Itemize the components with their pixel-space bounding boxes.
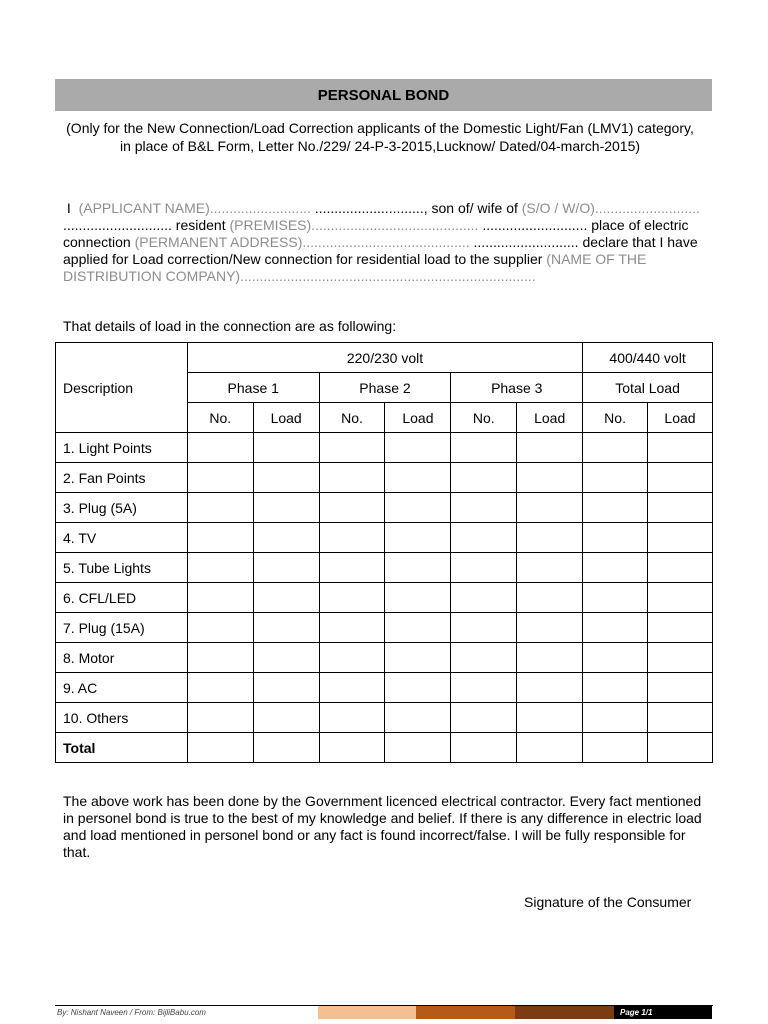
entry-cell[interactable] (187, 463, 253, 493)
entry-cell[interactable] (253, 463, 319, 493)
phase1-header: Phase 1 (187, 373, 319, 403)
entry-cell[interactable] (517, 523, 583, 553)
row-label: 5. Tube Lights (56, 553, 188, 583)
consumer-signature-label: Signature of the Consumer (524, 894, 692, 910)
no-header: No. (319, 403, 385, 433)
entry-cell[interactable] (583, 523, 648, 553)
details-text: That details of load in the connection are as following: (63, 318, 397, 334)
entry-cell[interactable] (253, 523, 319, 553)
entry-cell[interactable] (319, 673, 385, 703)
entry-cell[interactable] (648, 463, 713, 493)
entry-cell[interactable] (451, 583, 517, 613)
entry-cell[interactable] (385, 643, 451, 673)
no-header: No. (583, 403, 648, 433)
entry-cell[interactable] (517, 673, 583, 703)
load-table (55, 342, 713, 763)
entry-cell[interactable] (451, 643, 517, 673)
entry-cell[interactable] (319, 643, 385, 673)
entry-cell[interactable] (517, 553, 583, 583)
entry-cell[interactable] (319, 613, 385, 643)
entry-cell[interactable] (451, 613, 517, 643)
entry-cell[interactable] (648, 553, 713, 583)
table-row (56, 583, 713, 613)
entry-cell[interactable] (583, 613, 648, 643)
premises-field: (PREMISES)........................................... (229, 217, 479, 233)
footer-credit: By: Nishant Naveen / From: BijliBabu.com (57, 1008, 206, 1017)
subtitle: (Only for the New Connection/Load Correction applicants of the Domestic Light/Fan (LMV1) category, in place of B&L Form, Letter No./229/ 24-P-3-2015,Lucknow/ Dated/04-march-2015) (66, 120, 694, 154)
entry-cell[interactable] (319, 463, 385, 493)
entry-cell[interactable] (648, 703, 713, 733)
entry-cell[interactable] (253, 433, 319, 463)
entry-cell[interactable] (187, 493, 253, 523)
entry-cell[interactable] (319, 553, 385, 583)
entry-cell[interactable] (648, 673, 713, 703)
row-label: 4. TV (56, 523, 188, 553)
entry-cell[interactable] (583, 553, 648, 583)
entry-cell[interactable] (187, 643, 253, 673)
row-label: 10. Others (56, 703, 188, 733)
no-header: No. (451, 403, 517, 433)
entry-cell[interactable] (319, 703, 385, 733)
table-row (56, 523, 713, 553)
entry-cell[interactable] (385, 463, 451, 493)
table-row (56, 433, 713, 463)
entry-cell[interactable] (451, 703, 517, 733)
entry-cell[interactable] (319, 433, 385, 463)
entry-cell[interactable] (385, 673, 451, 703)
entry-cell[interactable] (187, 703, 253, 733)
entry-cell[interactable] (253, 703, 319, 733)
entry-cell[interactable] (517, 583, 583, 613)
voltage-220-header: 220/230 volt (187, 343, 582, 373)
entry-cell[interactable] (385, 493, 451, 523)
closing-statement: The above work has been done by the Government licenced electrical contractor. Every fact mentioned in personel bond is true to the best of my knowledge and belief. If there is any difference in electric load and load mentioned in personel bond or any fact is found incorrect/false. I will be fully responsible for that. (63, 793, 702, 860)
page-number: Page 1/1 (614, 1006, 712, 1019)
entry-cell[interactable] (583, 733, 648, 763)
entry-cell[interactable] (648, 433, 713, 463)
entry-cell[interactable] (517, 703, 583, 733)
permanent-address-field: (PERMANENT ADDRESS)........................................... (134, 234, 470, 250)
applicant-name-field: (APPLICANT NAME).......................... (78, 200, 311, 216)
entry-cell[interactable] (451, 523, 517, 553)
row-label: 7. Plug (15A) (56, 613, 188, 643)
entry-cell[interactable] (385, 703, 451, 733)
entry-cell[interactable] (583, 703, 648, 733)
entry-cell[interactable] (517, 493, 583, 523)
entry-cell[interactable] (583, 493, 648, 523)
total-load-header: Total Load (583, 373, 713, 403)
entry-cell[interactable] (451, 733, 517, 763)
entry-cell[interactable] (648, 643, 713, 673)
declaration-text-2: ............................ resident (63, 217, 226, 233)
entry-cell[interactable] (451, 553, 517, 583)
entry-cell[interactable] (583, 673, 648, 703)
load-header: Load (517, 403, 583, 433)
entry-cell[interactable] (253, 493, 319, 523)
entry-cell[interactable] (648, 493, 713, 523)
declaration-text-3: ........................... place of electric connection (63, 217, 689, 250)
entry-cell[interactable] (648, 523, 713, 553)
entry-cell[interactable] (583, 643, 648, 673)
entry-cell[interactable] (648, 613, 713, 643)
declaration-i: I (66, 200, 71, 216)
entry-cell[interactable] (187, 733, 253, 763)
entry-cell[interactable] (451, 463, 517, 493)
entry-cell[interactable] (385, 613, 451, 643)
phase2-header: Phase 2 (319, 373, 451, 403)
entry-cell[interactable] (517, 433, 583, 463)
entry-cell[interactable] (319, 523, 385, 553)
entry-cell[interactable] (253, 553, 319, 583)
description-header: Description (56, 343, 188, 433)
row-label: 8. Motor (56, 643, 188, 673)
table-row (56, 673, 713, 703)
entry-cell[interactable] (517, 733, 583, 763)
entry-cell[interactable] (253, 613, 319, 643)
load-header: Load (648, 403, 713, 433)
phase3-header: Phase 3 (451, 373, 583, 403)
entry-cell[interactable] (187, 673, 253, 703)
entry-cell[interactable] (187, 433, 253, 463)
row-label: 2. Fan Points (56, 463, 188, 493)
voltage-400-header: 400/440 volt (583, 343, 713, 373)
entry-cell[interactable] (187, 553, 253, 583)
entry-cell[interactable] (385, 733, 451, 763)
table-row (56, 643, 713, 673)
entry-cell[interactable] (319, 583, 385, 613)
declaration-paragraph (63, 200, 703, 285)
entry-cell[interactable] (583, 463, 648, 493)
entry-cell[interactable] (517, 463, 583, 493)
entry-cell[interactable] (187, 613, 253, 643)
entry-cell[interactable] (319, 733, 385, 763)
footer-color-block (318, 1006, 416, 1019)
page-title: PERSONAL BOND (55, 79, 712, 111)
declaration-text-1: ............................, son of/ wife of (314, 200, 518, 216)
row-label: 3. Plug (5A) (56, 493, 188, 523)
table-row (56, 493, 713, 523)
entry-cell[interactable] (253, 583, 319, 613)
declaration-text-4: ........................... declare that I have applied for Load correction/New connection for residential load to the supplier (63, 234, 698, 267)
entry-cell[interactable] (648, 733, 713, 763)
entry-cell[interactable] (583, 583, 648, 613)
entry-cell[interactable] (385, 433, 451, 463)
entry-cell[interactable] (517, 613, 583, 643)
row-label: 1. Light Points (56, 433, 188, 463)
table-row (56, 703, 713, 733)
entry-cell[interactable] (319, 493, 385, 523)
total-label: Total (56, 733, 188, 763)
so-wo-field: (S/O / W/O)........................... (521, 200, 700, 216)
entry-cell[interactable] (385, 583, 451, 613)
footer-color-block (515, 1006, 614, 1019)
entry-cell[interactable] (253, 733, 319, 763)
no-header: No. (187, 403, 253, 433)
table-row (56, 463, 713, 493)
table-row (56, 553, 713, 583)
entry-cell[interactable] (648, 583, 713, 613)
distribution-company-field: (NAME OF THE DISTRIBUTION COMPANY)............................................................................ (63, 251, 647, 284)
entry-cell[interactable] (451, 673, 517, 703)
entry-cell[interactable] (451, 493, 517, 523)
row-label: 9. AC (56, 673, 188, 703)
entry-cell[interactable] (583, 433, 648, 463)
entry-cell[interactable] (517, 643, 583, 673)
total-row (56, 733, 713, 763)
entry-cell[interactable] (385, 523, 451, 553)
load-header: Load (385, 403, 451, 433)
row-label: 6. CFL/LED (56, 583, 188, 613)
entry-cell[interactable] (253, 643, 319, 673)
entry-cell[interactable] (385, 553, 451, 583)
footer-color-block (416, 1006, 515, 1019)
entry-cell[interactable] (451, 433, 517, 463)
entry-cell[interactable] (187, 523, 253, 553)
entry-cell[interactable] (253, 673, 319, 703)
entry-cell[interactable] (187, 583, 253, 613)
load-header: Load (253, 403, 319, 433)
table-row (56, 613, 713, 643)
